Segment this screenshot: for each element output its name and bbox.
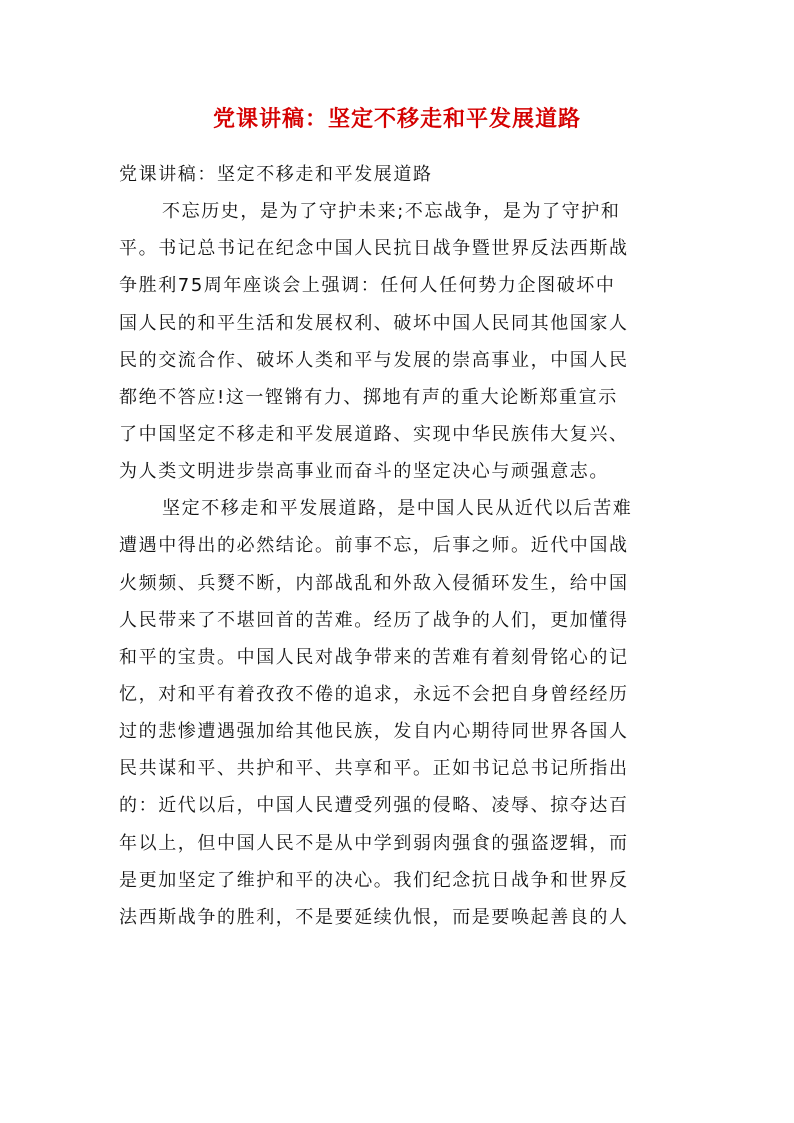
subtitle-line: 党课讲稿：坚定不移走和平发展道路 [119,164,433,185]
paragraph-1-line: 为人类文明进步崇高事业而奋斗的坚定决心与顽强意志。 [119,461,609,483]
paragraph-1-line: 不忘历史，是为了守护未来;不忘战争，是为了守护和 [162,201,621,223]
paragraph-2-line: 人民带来了不堪回首的苦难。经历了战争的人们，更加懂得 [119,609,629,631]
document-body [119,156,677,936]
paragraph-1-line: 国人民的和平生活和发展权利、破坏中国人民同其他国家人 [119,312,629,334]
paragraph-2-line: 年以上，但中国人民不是从中学到弱肉强食的强盗逻辑，而 [119,832,629,854]
paragraph-2-line: 火频频、兵燹不断，内部战乱和外敌入侵循环发生，给中国 [119,572,629,594]
paragraph-2-line: 的：近代以后，中国人民遭受列强的侵略、凌辱、掠夺达百 [119,795,629,817]
paragraph-1-line: 了中国坚定不移走和平发展道路、实现中华民族伟大复兴、 [119,423,629,445]
paragraph-1-line: 争胜利75周年座谈会上强调：任何人任何势力企图破坏中 [119,275,616,297]
paragraph-2-line: 法西斯战争的胜利，不是要延续仇恨，而是要唤起善良的人 [119,906,629,928]
paragraph-1-line: 民的交流合作、破坏人类和平与发展的崇高事业，中国人民 [119,349,629,371]
paragraph-1-line: 平。书记总书记在纪念中国人民抗日战争暨世界反法西斯战 [119,238,629,260]
paragraph-2-line: 是更加坚定了维护和平的决心。我们纪念抗日战争和世界反 [119,869,629,891]
paragraph-2-line: 民共谋和平、共护和平、共享和平。正如书记总书记所指出 [119,758,629,780]
paragraph-2-line: 坚定不移走和平发展道路，是中国人民从近代以后苦难 [162,498,633,520]
paragraph-2-line: 忆，对和平有着孜孜不倦的追求，永远不会把自身曾经经历 [119,683,629,705]
paragraph-2-line: 遭遇中得出的必然结论。前事不忘，后事之师。近代中国战 [119,535,629,557]
paragraph-1-line: 都绝不答应!这一铿锵有力、掷地有声的重大论断郑重宣示 [119,386,618,408]
paragraph-2-line: 和平的宝贵。中国人民对战争带来的苦难有着刻骨铭心的记 [119,646,629,668]
paragraph-2-line: 过的悲惨遭遇强加给其他民族，发自内心期待同世界各国人 [119,721,629,743]
document-title: 党课讲稿：坚定不移走和平发展道路 [212,106,581,132]
